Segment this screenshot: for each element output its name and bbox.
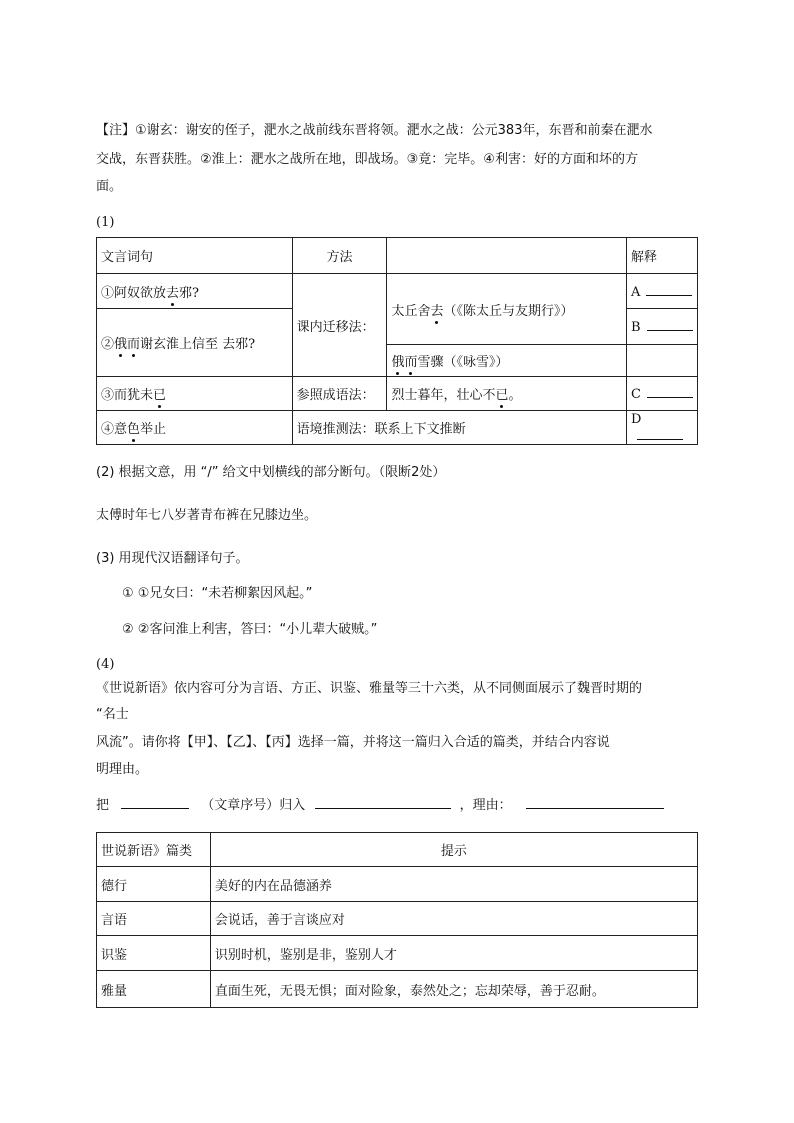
note-line-3: 面。 — [96, 179, 123, 194]
q4-line-1: 《世说新语》依内容可分为言语、方正、识鉴、雅量等三十六类，从不同侧面展示了魏晋时期的 — [96, 681, 643, 696]
hint-cell: 美好的内在品德涵养 — [210, 867, 697, 902]
q1-table — [96, 237, 698, 445]
category-table — [96, 832, 698, 1008]
q3-prompt: (3) 用现代汉语翻译句子。 — [96, 551, 249, 566]
category-cell: 识鉴 — [97, 936, 211, 971]
fill-a-label: 把 — [96, 798, 110, 813]
hint-cell: 直面生死，无畏无惧；面对险象，泰然处之；忘却荣辱，善于忍耐。 — [210, 971, 697, 1008]
answer-b[interactable]: B — [627, 309, 698, 345]
ref-2: 俄而雪骤（《咏雪》） — [387, 345, 627, 377]
category-cell: 雅量 — [97, 971, 211, 1008]
answer-a[interactable]: A — [627, 274, 698, 309]
hint-cell: 会说话，善于言谈应对 — [210, 902, 697, 936]
note-line-2: 交战，东晋获胜。②淮上：淝水之战所在地，即战场。③竟：完毕。④利害：好的方面和坏的方 — [96, 152, 638, 167]
row1-phrase: ①阿奴欲放去邪? — [97, 274, 293, 309]
ref-3: 烈士暮年，壮心不已。 — [387, 377, 627, 411]
method-idiom: 参照成语法： — [292, 377, 387, 411]
row3-phrase: ③而犹未已 — [97, 377, 293, 411]
header-method: 方法 — [292, 238, 387, 274]
method-migrate: 课内迁移法： — [292, 274, 387, 377]
q4-line-4: 明理由。 — [96, 762, 149, 777]
category-blank[interactable] — [315, 796, 451, 809]
row2-phrase: ②俄而谢玄淮上信至 去邪? — [97, 309, 293, 377]
category-cell: 德行 — [97, 867, 211, 902]
q2-prompt: (2) 根据文意，用 “/” 给文中划横线的部分断句。（限断2处） — [96, 465, 446, 480]
answer-blank — [627, 345, 698, 377]
q4-fill-line — [96, 793, 706, 819]
note-line-1: 【注】①谢玄：谢安的侄子，淝水之战前线东晋将领。淝水之战：公元383年，东晋和前秦在淝水 — [96, 123, 653, 138]
q4-line-3: 风流”。请你将【甲】、【乙】、【丙】选择一篇，并将这一篇归入合适的篇类，并结合内容说 — [96, 735, 610, 750]
q1-number: (1) — [96, 215, 115, 230]
header-explain: 解释 — [627, 238, 698, 274]
q3-item-1: ① ①兄女曰：“未若柳絮因风起。” — [122, 586, 313, 601]
header-blank — [387, 238, 627, 274]
fill-b-label: （文章序号）归入 — [201, 798, 306, 813]
answer-c[interactable]: C — [627, 377, 698, 411]
header-category: 世说新语》篇类 — [97, 833, 211, 867]
q4-number: (4) — [96, 657, 115, 672]
row4-phrase: ④意色举止 — [97, 411, 293, 445]
method-context: 语境推测法：联系上下文推断 — [292, 411, 626, 445]
header-hint: 提示 — [210, 833, 697, 867]
q4-line-2: “名士 — [96, 707, 129, 722]
hint-cell: 识别时机，鉴别是非，鉴别人才 — [210, 936, 697, 971]
fill-c-label: ，理由： — [459, 798, 512, 813]
reason-blank[interactable] — [526, 796, 664, 809]
category-cell: 言语 — [97, 902, 211, 936]
header-phrase: 文言词句 — [97, 238, 293, 274]
article-number-blank[interactable] — [121, 796, 189, 809]
answer-d[interactable]: D — [627, 411, 698, 445]
ref-1: 太丘舍去（《陈太丘与友期行》） — [387, 274, 627, 345]
q3-item-2: ② ②客问淮上利害，答曰：“小儿辈大破贼。” — [122, 622, 378, 637]
q2-sentence: 太傅时年七八岁著青布裤在兄膝边坐。 — [96, 508, 318, 523]
